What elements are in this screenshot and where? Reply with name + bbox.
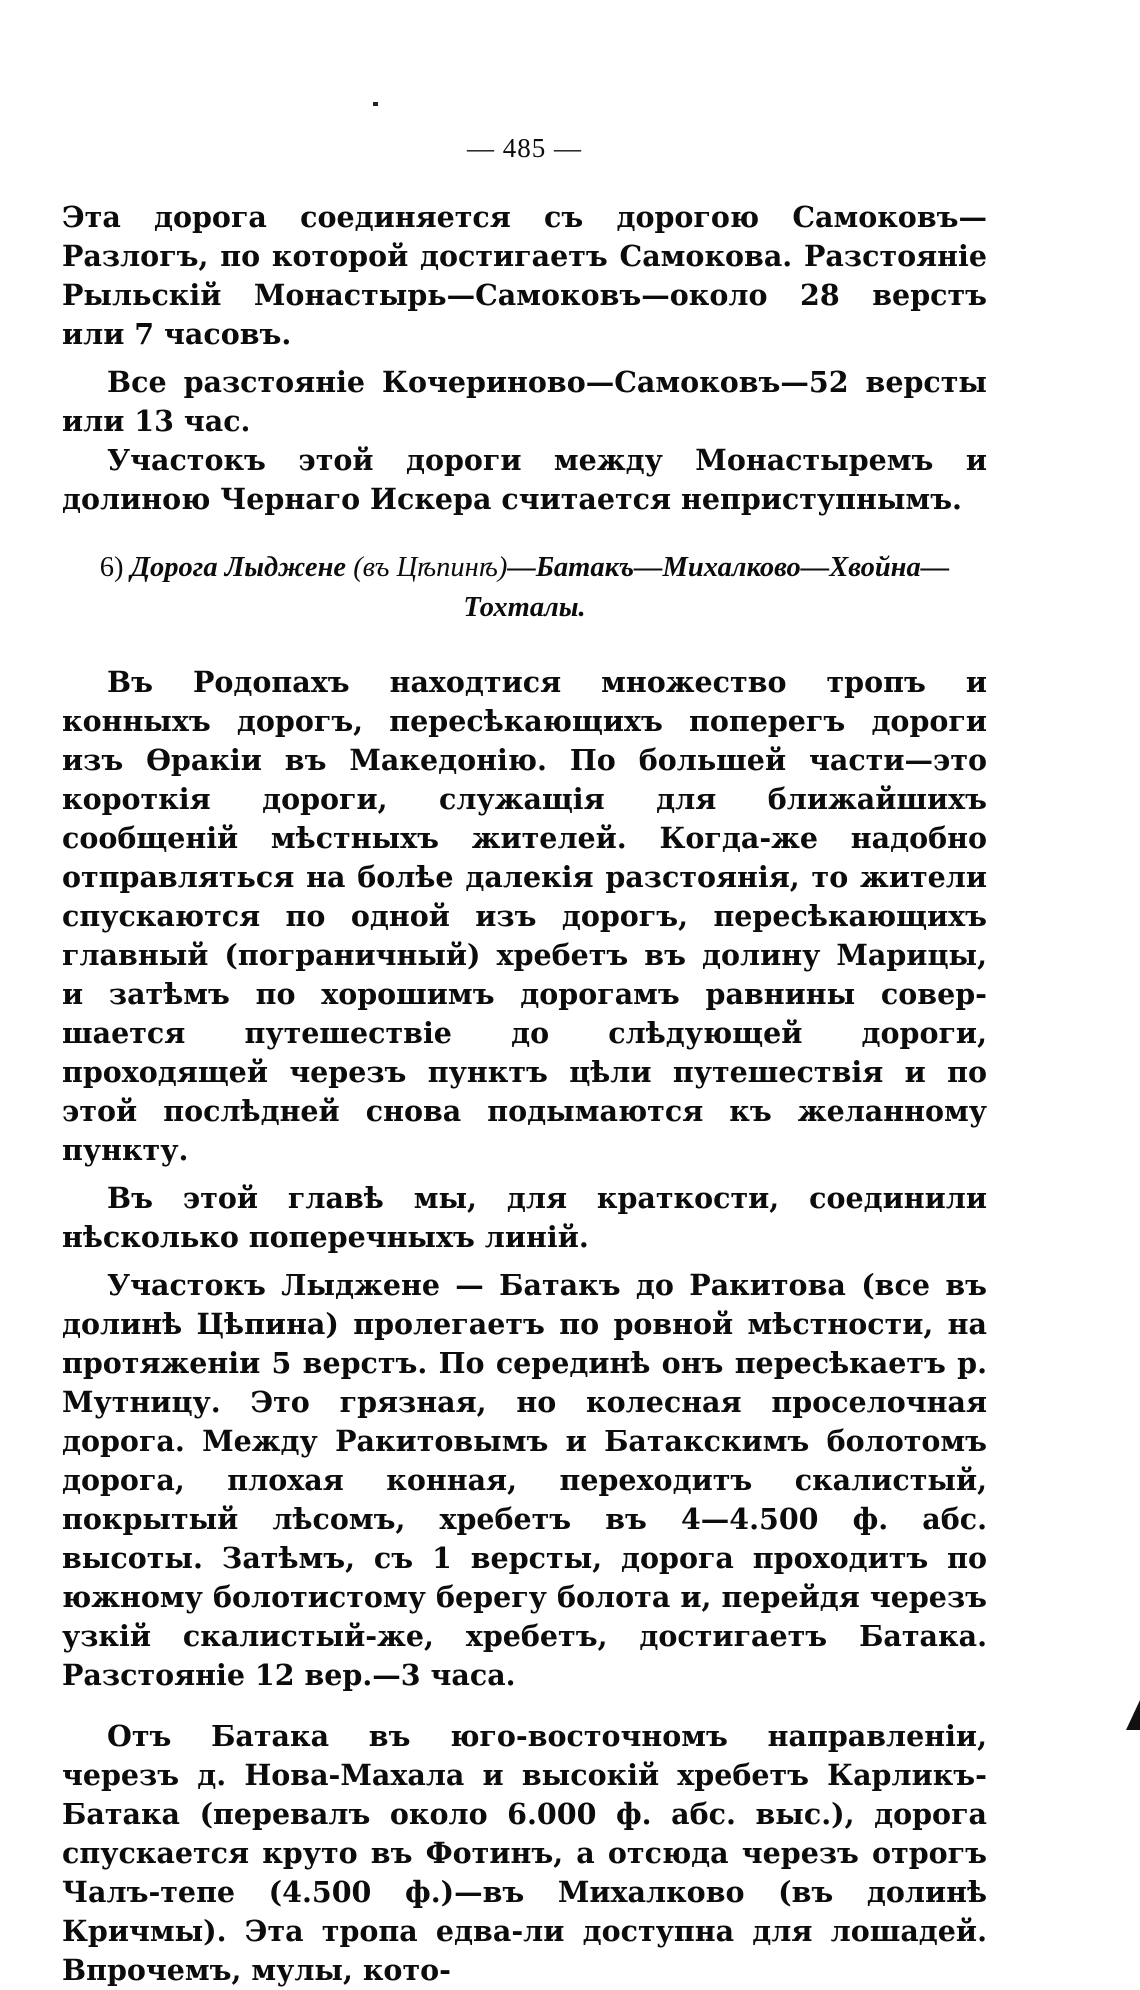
page-edge-mark xyxy=(1126,1700,1140,1730)
book-page xyxy=(62,0,987,1987)
paragraph-total-distance: Все разстояніе Кочериново—Самоковъ—52 версты или 13 час. xyxy=(62,365,987,438)
paragraph-inaccessible-section: Участокъ этой дороги между Монастыремъ и долиною Чернаго Искера считается неприступнымъ. xyxy=(62,443,987,516)
section-title-route: —Батакъ—Михалково—Хвойна— xyxy=(507,552,950,583)
page-number: — 485 — xyxy=(467,133,582,163)
section-heading xyxy=(62,548,987,628)
print-speck xyxy=(373,102,378,106)
paragraph-continued: Эта дорога соединяется съ дорогою Самоковъ—Разлогъ, по которой достигаетъ Самокова. Разстояніе Рыльскій Монастырь—Самоковъ—около 28 верстъ или 7 часовъ. xyxy=(62,200,987,351)
paragraph-from-batak: Отъ Батака въ юго-восточномъ направленіи, черезъ д. Нова-Махала и высокій хребетъ Карликъ-Батака (перевалъ около 6.000 ф. абс. выс.), дорога спускается круто въ Фотинъ, а отсюда черезъ отрогъ Чалъ-тепе (4.500 ф.)—въ Михалково (въ долинѣ Кричмы). Эта тропа едва-ли доступна для лошадей. Впрочемъ, мулы, кото- xyxy=(62,1719,987,1987)
section-title-road: Дорога Лыджене xyxy=(130,552,347,583)
paragraph-lydzhene-batak: Участокъ Лыджене — Батакъ до Ракитова (все въ долинѣ Цѣпина) пролегаетъ по ровной мѣстности, на протяженіи 5 верстъ. По серединѣ онъ пересѣкаетъ р. Мутницу. Это грязная, но колесная проселочная дорога. Между Ракитовымъ и Батакскимъ болотомъ дорога, плохая конная, переходитъ скалистый, покрытый лѣсомъ, хребетъ въ 4—4.500 ф. абс. высоты. Затѣмъ, съ 1 версты, дорога проходитъ по южному болотистому берегу болота и, перейдя черезъ узкій скалистый-же, хребетъ, достигаетъ Батака. Разстояніе 12 вер.—3 часа. xyxy=(62,1268,987,1692)
section-title-end: Тохталы. xyxy=(463,592,586,623)
paragraph-brevity: Въ этой главѣ мы, для краткости, соединили нѣсколько поперечныхъ линій. xyxy=(62,1181,987,1254)
paragraph-rhodopes: Въ Родопахъ находтися множество тропъ и конныхъ дорогъ, пересѣкающихъ поперегъ дороги изъ Ѳракіи въ Македонію. По большей части—это короткія дороги, служащія для ближайшихъ сообщеній мѣстныхъ жителей. Когда-же надобно отправляться на болѣе далекія разстоянія, то жители спускаются по одной изъ дорогъ, пересѣкающихъ главный (пограничный) хребетъ въ долину Марицы, и затѣмъ по хорошимъ дорогамъ равнины совершается путешествіе до слѣдующей дороги, проходящей черезъ пунктъ цѣли путешествія и по этой послѣдней снова подымаются къ желанному пункту. xyxy=(62,665,987,1167)
section-title-note: (въ Цѣпинѣ) xyxy=(353,552,508,583)
section-number: 6) xyxy=(99,552,124,583)
page-body xyxy=(62,198,987,1990)
